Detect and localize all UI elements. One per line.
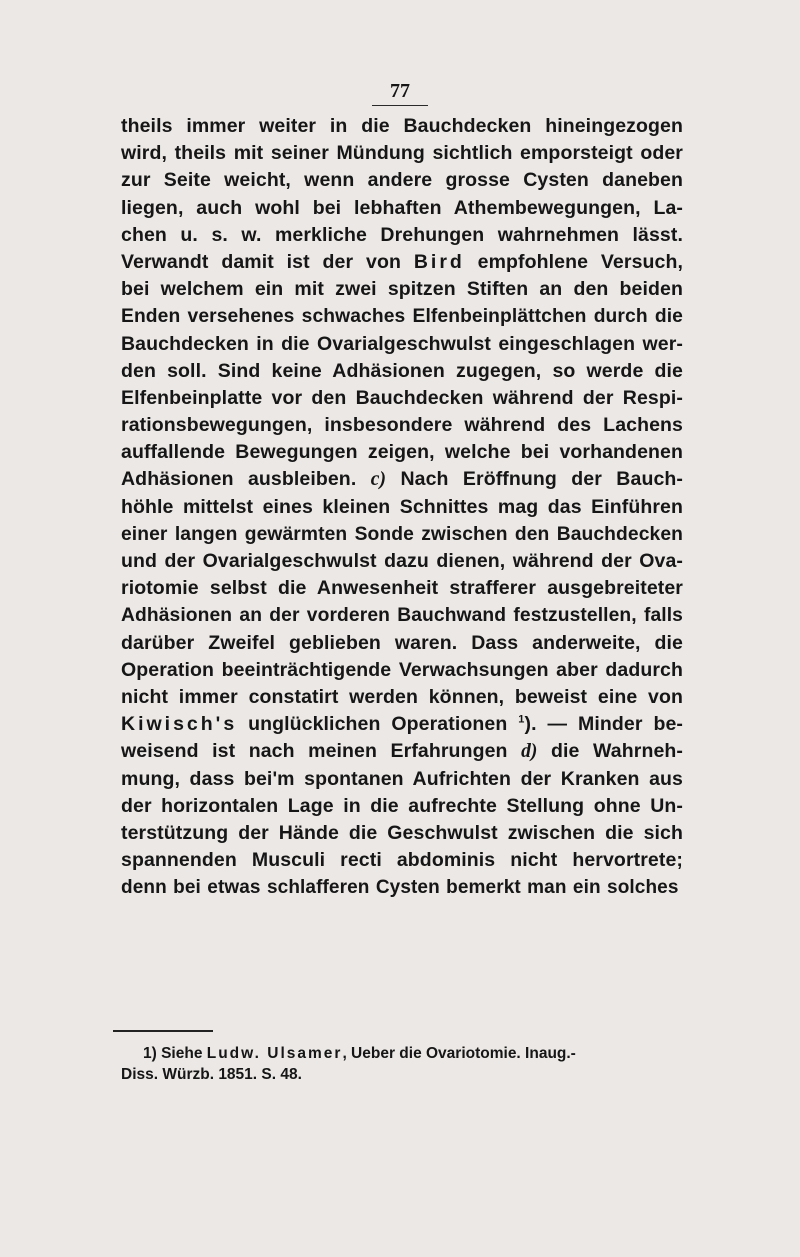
text-run: Bauchdecken in die Ovarialgeschwulst eingeschlagen wer- bbox=[121, 332, 683, 355]
footnote-separator bbox=[113, 1030, 213, 1032]
emphasized-name: Bird bbox=[413, 250, 465, 273]
text-line bbox=[121, 766, 683, 793]
text-run: ). — Minder be- bbox=[524, 713, 683, 736]
text-run: Adhäsionen ausbleiben. bbox=[121, 468, 371, 491]
footnotes bbox=[121, 1043, 681, 1085]
text-run: empfohlene Versuch, bbox=[464, 250, 683, 273]
text-run: Elfenbeinplatte vor den Bauchdecken während der Respi- bbox=[121, 386, 683, 409]
text-line bbox=[121, 874, 683, 901]
text-line bbox=[121, 847, 683, 874]
text-run: nicht immer constatirt werden können, beweist eine von bbox=[121, 685, 683, 708]
text-line bbox=[121, 684, 683, 711]
text-line bbox=[121, 575, 683, 602]
text-line bbox=[121, 738, 683, 765]
text-run: chen u. s. w. merkliche Drehungen wahrnehmen lässt. bbox=[121, 223, 683, 246]
text-line bbox=[121, 167, 683, 194]
italic-marker: d) bbox=[521, 741, 538, 763]
text-line bbox=[121, 602, 683, 629]
text-run: theils immer weiter in die Bauchdecken hineingezogen bbox=[121, 115, 683, 137]
footnote-author: Ludw. Ulsamer bbox=[206, 1045, 343, 1062]
page-number-rule bbox=[372, 105, 428, 106]
text-line bbox=[121, 385, 683, 412]
text-run: wird, theils mit seiner Mündung sichtlich emporsteigt oder bbox=[121, 142, 683, 165]
italic-marker: c) bbox=[370, 469, 387, 491]
text-run: Nach Eröffnung der Bauch- bbox=[386, 468, 684, 491]
footnote-text: 1) Siehe bbox=[143, 1045, 207, 1062]
text-run: rationsbewegungen, insbesondere während des Lachens bbox=[121, 414, 683, 437]
text-line bbox=[121, 358, 683, 385]
footnote-1-line-1 bbox=[121, 1043, 681, 1064]
emphasized-name: Kiwisch's bbox=[121, 713, 238, 736]
text-line bbox=[121, 113, 683, 140]
text-run: riotomie selbst die Anwesenheit strafferer ausgebreiteter bbox=[121, 577, 683, 600]
page-number: 77 bbox=[390, 80, 410, 102]
text-line bbox=[121, 222, 683, 249]
text-run: Verwandt damit ist der von bbox=[121, 250, 414, 273]
text-line bbox=[121, 548, 683, 575]
text-run: darüber Zweifel geblieben waren. Dass anderweite, die bbox=[121, 631, 683, 654]
text-run: die Wahrneh- bbox=[537, 740, 683, 763]
text-run: bei welchem ein mit zwei spitzen Stiften an den beiden bbox=[121, 278, 683, 301]
text-run: liegen, auch wohl bei lebhaften Athembewegungen, La- bbox=[121, 196, 683, 219]
text-line bbox=[121, 820, 683, 847]
text-line bbox=[121, 439, 683, 466]
text-run: terstützung der Hände die Geschwulst zwischen die sich bbox=[121, 821, 683, 844]
text-line bbox=[121, 711, 683, 738]
text-run: unglücklichen Operationen bbox=[237, 713, 519, 736]
text-run: Operation beeinträchtigende Verwachsungen aber dadurch bbox=[121, 658, 683, 681]
text-line bbox=[121, 195, 683, 222]
text-line bbox=[121, 412, 683, 439]
text-run: den soll. Sind keine Adhäsionen zugegen, so werde die bbox=[121, 359, 683, 382]
text-line bbox=[121, 494, 683, 521]
text-run: denn bei etwas schlafferen Cysten bemerkt man ein solches bbox=[121, 877, 679, 899]
text-run: Enden versehenes schwaches Elfenbeinplättchen durch die bbox=[121, 306, 683, 328]
text-line bbox=[121, 303, 683, 330]
footnote-1-line-2: Diss. Würzb. 1851. S. 48. bbox=[121, 1066, 302, 1083]
text-run: und der Ovarialgeschwulst dazu dienen, während der Ova- bbox=[121, 550, 683, 572]
text-line bbox=[121, 140, 683, 167]
text-run: spannenden Musculi recti abdominis nicht hervortrete; bbox=[121, 849, 683, 872]
footnote-text: , Ueber die Ovariotomie. Inaug.- bbox=[342, 1045, 576, 1062]
text-run: einer langen gewärmten Sonde zwischen den Bauchdecken bbox=[121, 523, 683, 545]
text-run: höhle mittelst eines kleinen Schnittes mag das Einführen bbox=[121, 495, 683, 518]
text-line bbox=[121, 630, 683, 657]
text-line bbox=[121, 793, 683, 820]
text-run: weisend ist nach meinen Erfahrungen bbox=[121, 740, 522, 763]
text-line bbox=[121, 521, 683, 548]
text-run: zur Seite weicht, wenn andere grosse Cysten daneben bbox=[121, 169, 683, 192]
body-text bbox=[121, 113, 683, 901]
text-run: Adhäsionen an der vorderen Bauchwand festzustellen, falls bbox=[121, 605, 683, 627]
text-run: mung, dass bei'm spontanen Aufrichten der Kranken aus bbox=[121, 767, 683, 790]
footnote-marker: 1 bbox=[518, 713, 525, 726]
text-run: auffallende Bewegungen zeigen, welche bei vorhandenen bbox=[121, 441, 683, 464]
text-line bbox=[121, 331, 683, 358]
text-line bbox=[121, 657, 683, 684]
text-run: der horizontalen Lage in die aufrechte Stellung ohne Un- bbox=[121, 794, 683, 817]
text-line bbox=[121, 466, 683, 493]
text-line bbox=[121, 276, 683, 303]
text-line bbox=[121, 249, 683, 276]
